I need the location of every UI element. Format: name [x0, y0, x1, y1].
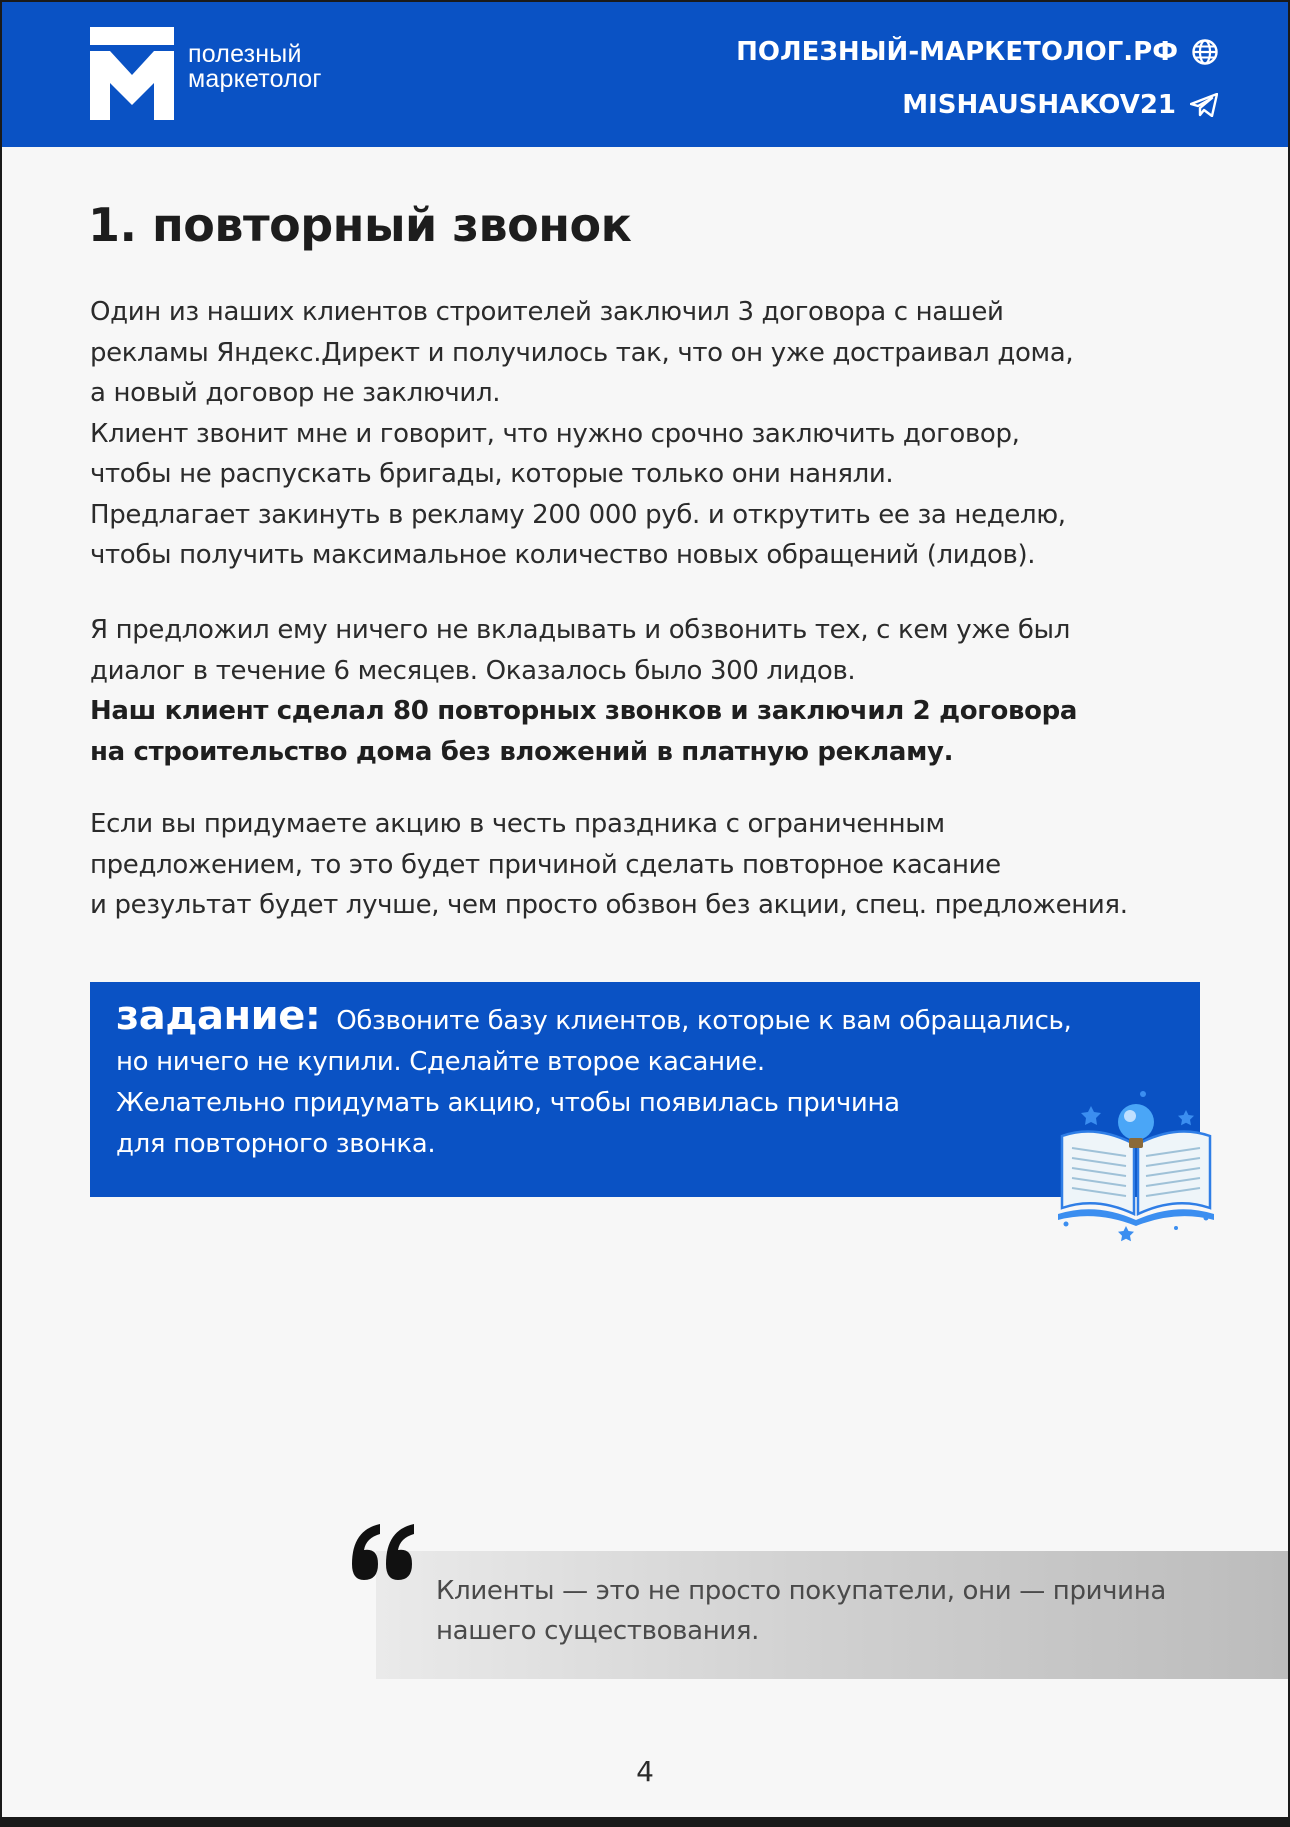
paragraph-2-line: Я предложил ему ничего не вкладывать и обзвонить тех, с кем уже был — [90, 615, 1071, 645]
page-number: 4 — [636, 1755, 654, 1788]
logo-text — [188, 42, 322, 92]
page-title: 1. повторный звонок — [88, 198, 632, 252]
paragraph-1-line: чтобы получить максимальное количество новых обращений (лидов). — [90, 540, 1036, 570]
telegram-link-label: MISHAUSHAKOV21 — [902, 90, 1176, 120]
paragraph-1-line: Клиент звонит мне и говорит, что нужно срочно заключить договор, — [90, 418, 1020, 449]
task-line: но ничего не купили. Сделайте второе касание. — [116, 1047, 765, 1077]
site-link-label: ПОЛЕЗНЫЙ-МАРКЕТОЛОГ.РФ — [736, 37, 1178, 67]
quote-mark-icon — [348, 1522, 418, 1582]
quote-text — [436, 1571, 1166, 1651]
paragraph-1 — [90, 292, 1240, 576]
task-label: задание: — [116, 993, 321, 1039]
header-links — [736, 32, 1218, 138]
paragraph-1-line: рекламы Яндекс.Директ и получилось так, что он уже достраивал дома, — [90, 337, 1074, 368]
page — [2, 2, 1288, 1817]
quote-line: нашего существования. — [436, 1616, 760, 1646]
header-bar — [2, 2, 1288, 147]
task-box — [90, 982, 1200, 1197]
globe-icon — [1192, 39, 1218, 65]
task-first-line — [116, 993, 1176, 1042]
paragraph-3 — [90, 804, 1240, 926]
paragraph-2-line: диалог в течение 6 месяцев. Оказалось было 300 лидов. — [90, 655, 856, 686]
site-link[interactable] — [736, 32, 1218, 72]
task-line: для повторного звонка. — [116, 1129, 436, 1159]
quote-box — [376, 1551, 1288, 1679]
task-text — [116, 993, 1176, 1165]
paragraph-3-line: Если вы придумаете акцию в честь праздника с ограниченным — [90, 809, 945, 839]
quote-line: Клиенты — это не просто покупатели, они — причина — [436, 1576, 1166, 1606]
paragraph-2 — [90, 610, 1240, 772]
paragraph-1-line: чтобы не распускать бригады, которые только они наняли. — [90, 459, 894, 489]
paragraph-3-line: и результат будет лучше, чем просто обзвон без акции, спец. предложения. — [90, 890, 1128, 920]
paragraph-1-line: а новый договор не заключил. — [90, 378, 501, 408]
open-book-lightbulb-icon — [1056, 1086, 1216, 1246]
paragraph-2-bold-line: Наш клиент сделал 80 повторных звонков и заключил 2 договора — [90, 696, 1078, 726]
paragraph-1-line: Один из наших клиентов строителей заключил 3 договора с нашей — [90, 297, 1004, 327]
telegram-icon — [1190, 93, 1218, 117]
logo-line-1: полезный — [188, 40, 302, 68]
telegram-link[interactable] — [736, 85, 1218, 125]
logo-line-2: маркетолог — [188, 65, 322, 93]
paragraph-1-line: Предлагает закинуть в рекламу 200 000 руб. и открутить ее за неделю, — [90, 499, 1066, 530]
paragraph-2-bold-line: на строительство дома без вложений в платную рекламу. — [90, 736, 954, 767]
task-line: Желательно придумать акцию, чтобы появилась причина — [116, 1088, 900, 1118]
logo-icon — [90, 27, 174, 120]
task-line: Обзвоните базу клиентов, которые к вам обращались, — [336, 1006, 1072, 1036]
paragraph-3-line: предложением, то это будет причиной сделать повторное касание — [90, 849, 1001, 880]
